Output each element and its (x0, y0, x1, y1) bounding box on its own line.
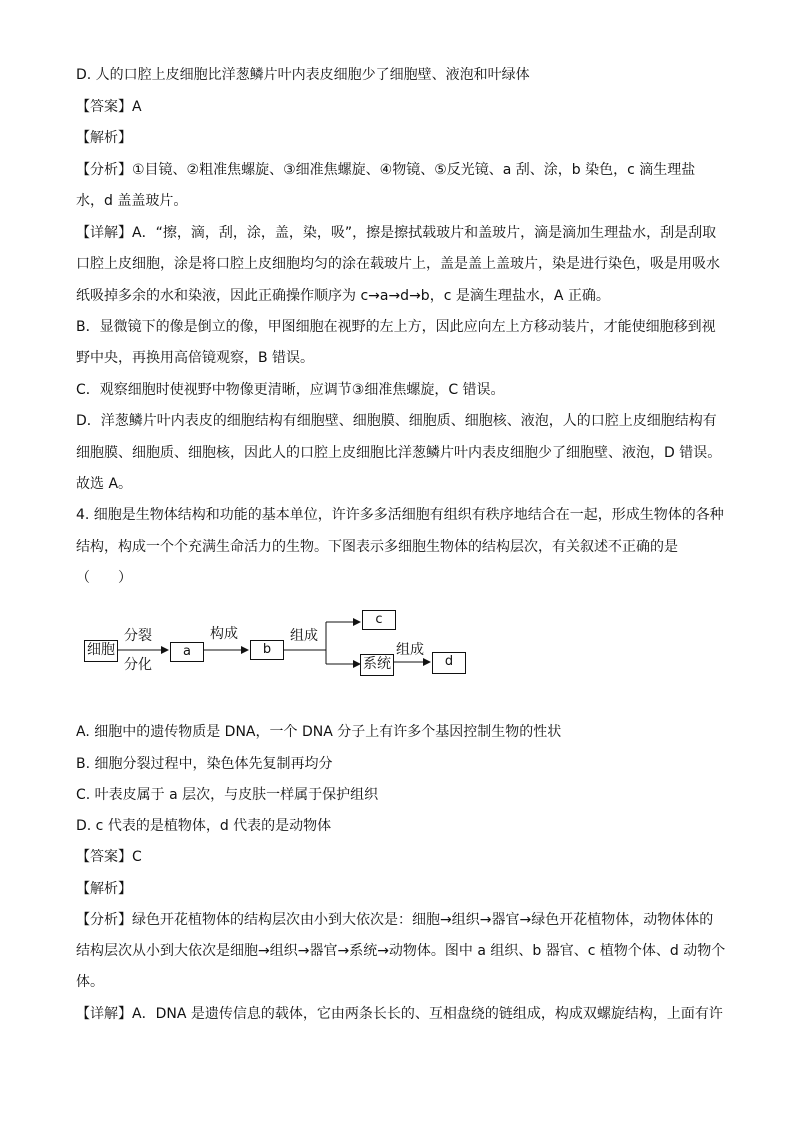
label-compose-2: 组成 (396, 642, 424, 658)
box-c: c (362, 610, 396, 630)
question-4-text: 4. 细胞是生物体结构和功能的基本单位，许许多多活细胞有组织有秩序地结合在一起，形成生物体的各种 (76, 507, 724, 523)
option-d: D. c 代表的是植物体，d 代表的是动物体 (76, 818, 332, 834)
conclusion-text: 故选 A。 (76, 476, 133, 492)
analysis-text: 【分析】①目镜、②粗准焦螺旋、③细准焦螺旋、④物镜、⑤反光镜、a 刮、涂，b 染色，c 滴生理盐 (76, 162, 696, 178)
analysis-label: 【解析】 (76, 130, 132, 146)
label-divide: 分裂 (124, 628, 152, 644)
box-system: 系统 (360, 654, 394, 676)
box-cell: 细胞 (84, 640, 118, 662)
label-differentiate: 分化 (124, 657, 152, 673)
diagram-arrows (76, 600, 496, 690)
detail-text: C．观察细胞时使视野中物像更清晰，应调节③细准焦螺旋，C 错误。 (76, 382, 505, 398)
option-b: B. 细胞分裂过程中，染色体先复制再均分 (76, 756, 333, 772)
answer-label: 【答案】C (76, 849, 142, 865)
structure-hierarchy-diagram (76, 600, 496, 690)
label-compose-1: 组成 (290, 628, 318, 644)
detail-text: 野中央，再换用高倍镜观察，B 错误。 (76, 350, 315, 366)
box-b: b (250, 640, 284, 660)
detail-text: D．洋葱鳞片叶内表皮的细胞结构有细胞壁、细胞膜、细胞质、细胞核、液泡，人的口腔上皮细胞结构有 (76, 413, 717, 429)
question-4-text: 结构，构成一个个充满生命活力的生物。下图表示多细胞生物体的结构层次，有关叙述不正确的是 (76, 539, 678, 555)
box-a: a (170, 642, 204, 662)
detail-text: 口腔上皮细胞，涂是将口腔上皮细胞均匀的涂在载玻片上，盖是盖上盖玻片，染是进行染色，吸是用吸水 (76, 256, 720, 272)
analysis-text: 【分析】绿色开花植物体的结构层次由小到大依次是：细胞→组织→器官→绿色开花植物体，动物体体的 (76, 912, 714, 928)
analysis-text: 水，d 盖盖玻片。 (76, 193, 188, 209)
label-form: 构成 (210, 626, 238, 642)
detail-text: 纸吸掉多余的水和染液，因此正确操作顺序为 c→a→d→b，c 是滴生理盐水，A 正确。 (76, 288, 610, 304)
analysis-label: 【解析】 (76, 881, 132, 897)
option-c: C. 叶表皮属于 a 层次，与皮肤一样属于保护组织 (76, 787, 379, 803)
detail-text: 细胞膜、细胞质、细胞核，因此人的口腔上皮细胞比洋葱鳞片叶内表皮细胞少了细胞壁、液泡，D 错误。 (76, 445, 722, 461)
detail-text: 【详解】A．“擦，滴，刮，涂，盖，染，吸”，擦是擦拭载玻片和盖玻片，滴是滴加生理盐水，刮是刮取 (76, 225, 717, 241)
answer-label: 【答案】A (76, 99, 142, 115)
analysis-text: 体。 (76, 974, 104, 990)
detail-text: B．显微镜下的像是倒立的像，甲图细胞在视野的左上方，因此应向左上方移动装片，才能使细胞移到视 (76, 319, 716, 335)
analysis-text: 结构层次从小到大依次是细胞→组织→器官→系统→动物体。图中 a 组织、b 器官、c 植物个体、d 动物个 (76, 943, 726, 959)
detail-text: 【详解】A．DNA 是遗传信息的载体，它由两条长长的、互相盘绕的链组成，构成双螺旋结构，上面有许 (76, 1006, 723, 1022)
option-a: A. 细胞中的遗传物质是 DNA，一个 DNA 分子上有许多个基因控制生物的性状 (76, 724, 562, 740)
box-d: d (432, 652, 466, 674)
line-option-d: D. 人的口腔上皮细胞比洋葱鳞片叶内表皮细胞少了细胞壁、液泡和叶绿体 (76, 67, 530, 83)
question-4-paren: （ ） (76, 570, 132, 586)
